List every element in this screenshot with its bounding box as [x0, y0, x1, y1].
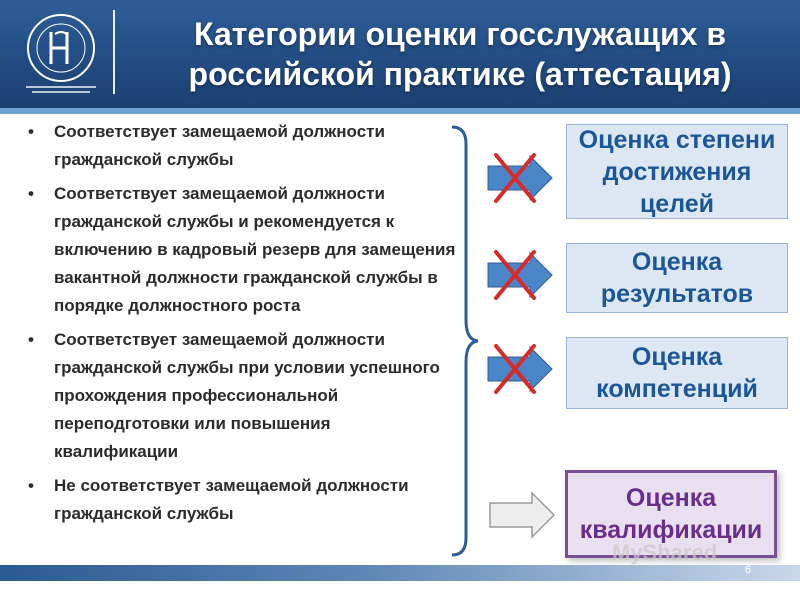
header-accent-line	[0, 108, 800, 114]
box-competencies: Оценка компетенций	[566, 337, 788, 409]
box-qualification: Оценка квалификации	[565, 470, 777, 558]
right-brace	[450, 124, 480, 558]
bullet-icon: •	[28, 476, 34, 495]
list-item: • Соответствует замещаемой должности гражданской службы и рекомендуется к включению в кадровый резерв для замещения вакантной должности гражданской службы в порядке должностного роста	[28, 180, 458, 320]
box-goal-achievement: Оценка степени достижения целей	[566, 124, 788, 219]
bullet-list	[28, 118, 458, 534]
footer-bar	[0, 565, 800, 581]
arrow-right-icon	[488, 490, 558, 540]
university-logo-icon	[22, 12, 100, 98]
list-item: • Соответствует замещаемой должности гражданской службы при условии успешного прохождения профессиональной переподготовки или повышения квалификации	[28, 326, 458, 466]
crossed-arrow-1	[486, 153, 556, 203]
crossed-arrow-3	[486, 344, 556, 394]
page-number: 6	[744, 564, 752, 576]
bullet-icon: •	[28, 184, 34, 203]
bullet-icon: •	[28, 122, 34, 141]
box-results: Оценка результатов	[566, 243, 788, 313]
crossed-arrow-2	[486, 250, 556, 300]
slide-title: Категории оценки госслужащих в российской практике (аттестация)	[188, 16, 732, 92]
list-item: • Не соответствует замещаемой должности гражданской службы	[28, 472, 458, 528]
logo-divider	[113, 10, 115, 94]
watermark-text: MyShared	[612, 540, 718, 565]
list-item: • Соответствует замещаемой должности гражданской службы	[28, 118, 458, 174]
bullet-icon: •	[28, 330, 34, 349]
